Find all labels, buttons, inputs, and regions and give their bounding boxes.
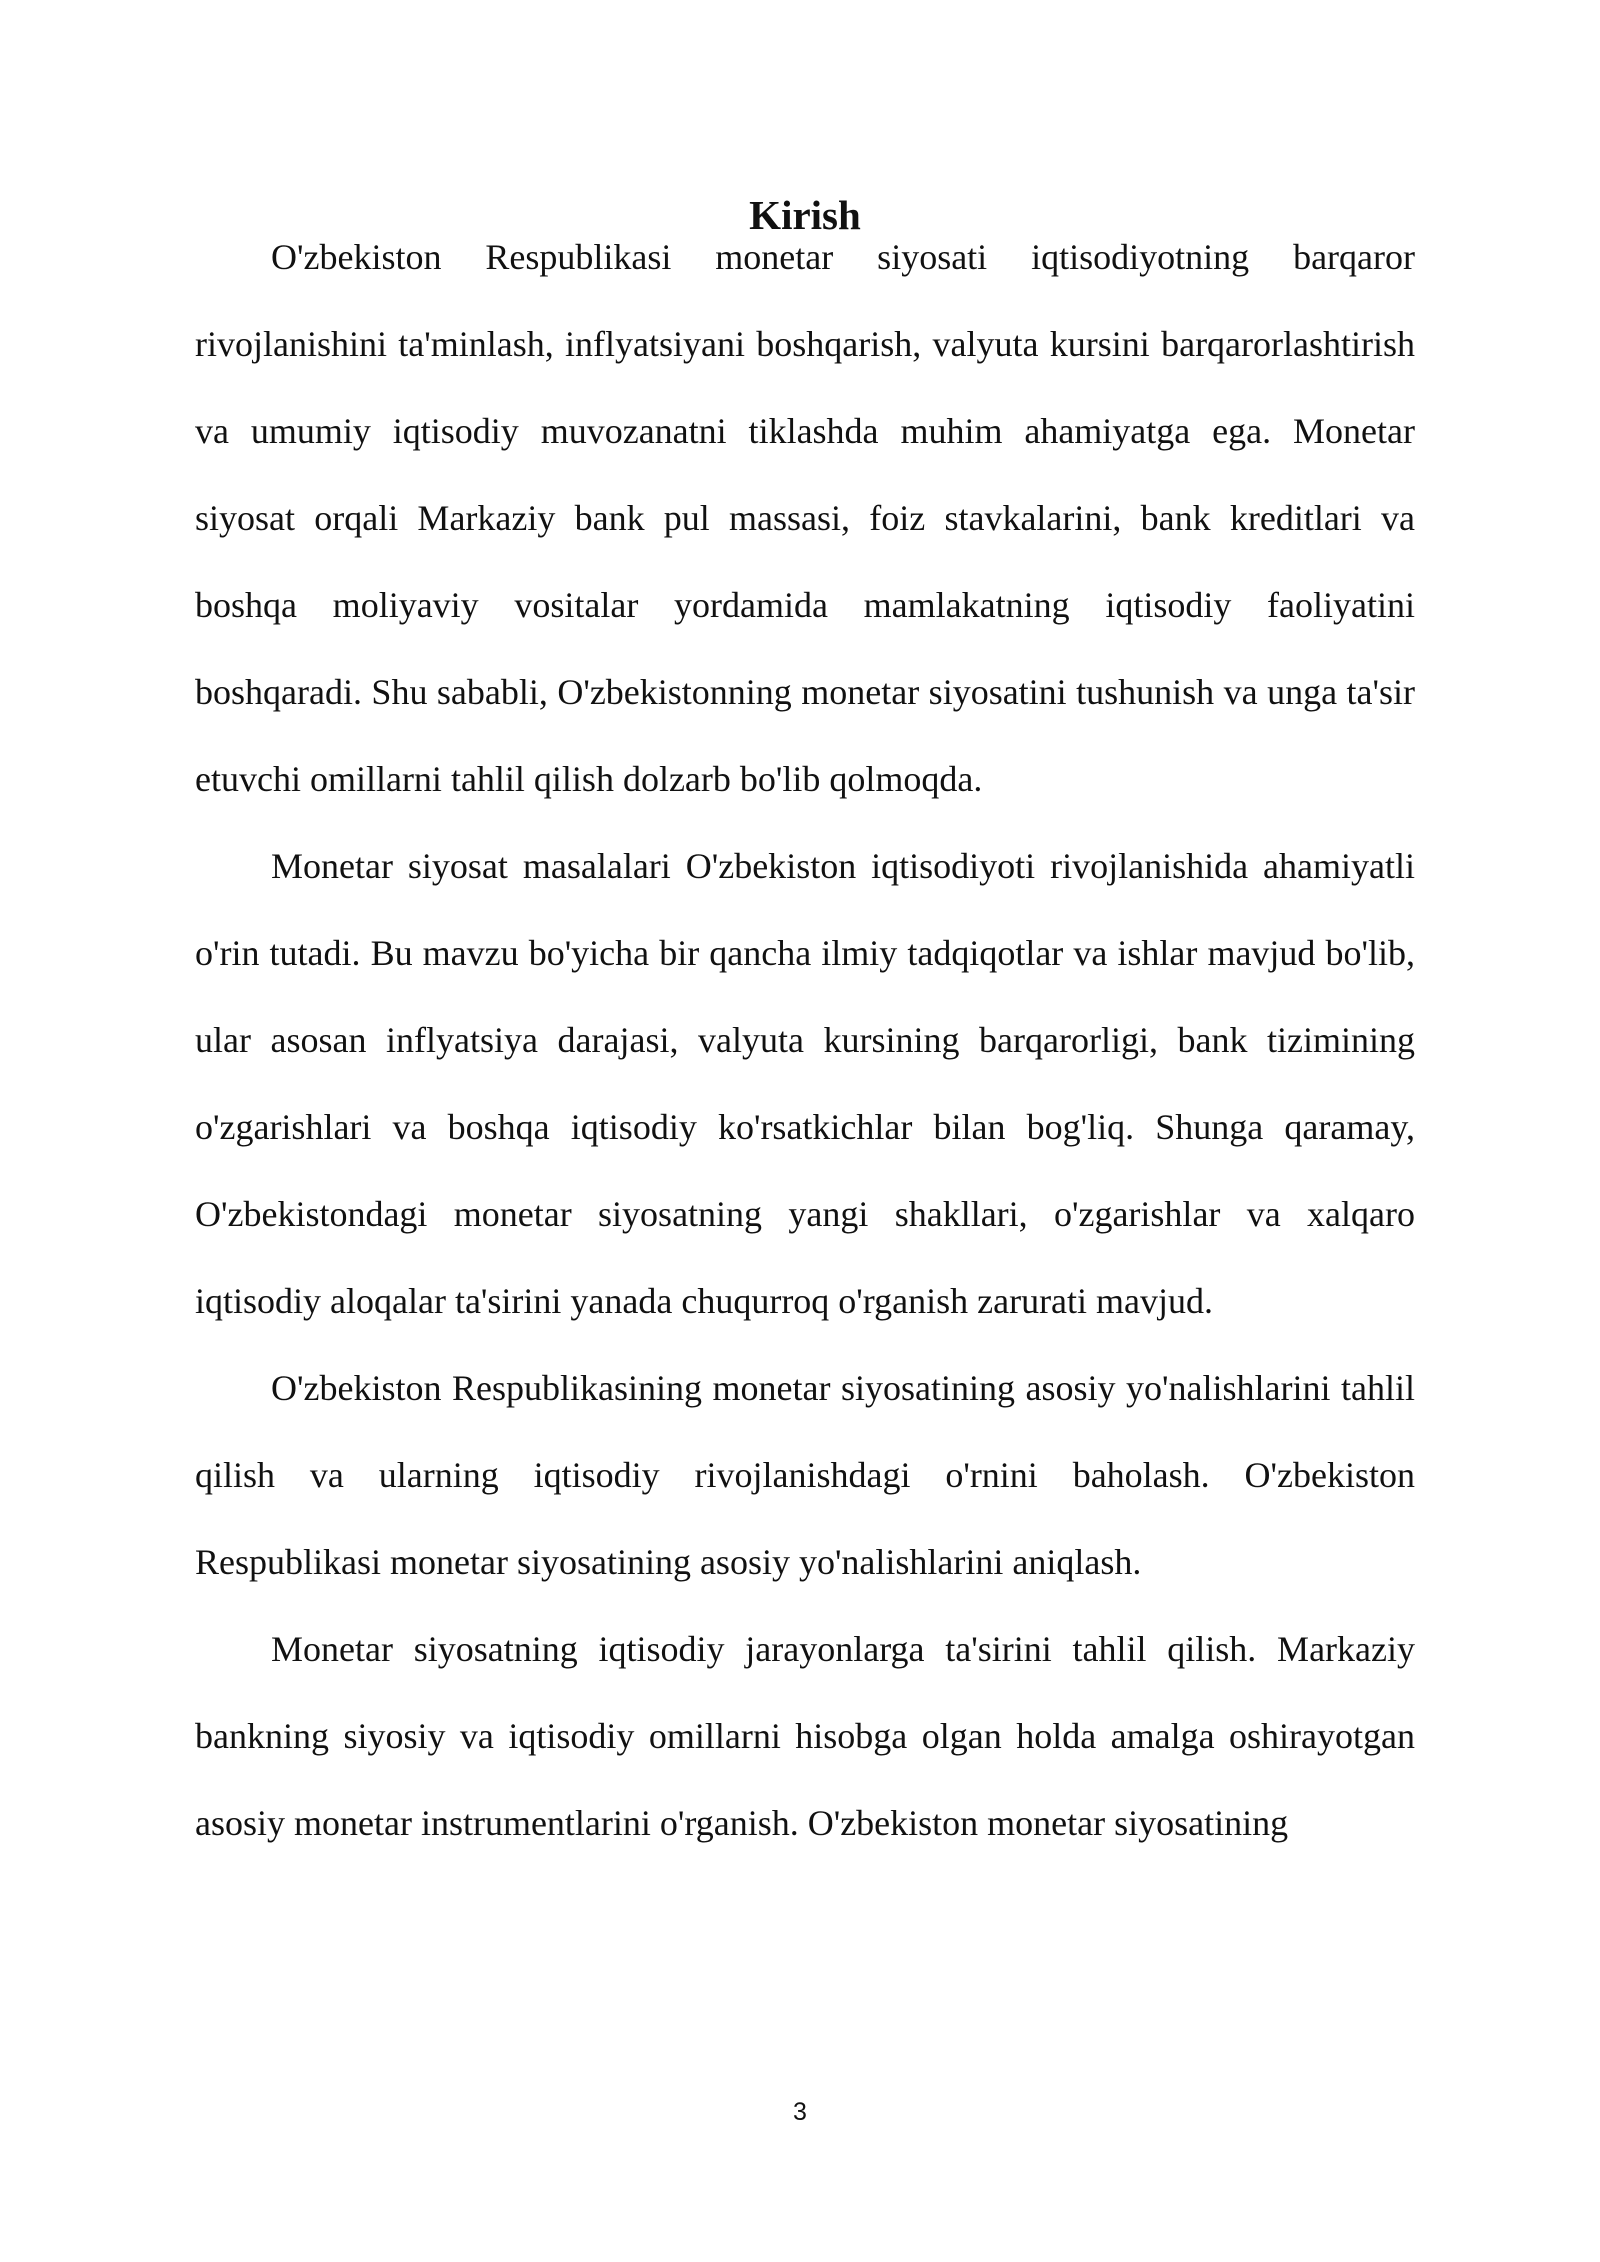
page-content xyxy=(195,190,1415,1867)
paragraph-3: O'zbekiston Respublikasining monetar siyosatining asosiy yo'nalishlarini tahlil qilish va ularning iqtisodiy rivojlanishdagi o'rnini baholash. O'zbekiston Respublikasi monetar siyosatining asosiy yo'nalishlarini aniqlash. xyxy=(195,1368,1415,1582)
page-title: Kirish xyxy=(749,192,861,238)
paragraph-1: O'zbekiston Respublikasi monetar siyosati iqtisodiyotning barqaror rivojlanishini ta'minlash, inflyatsiyani boshqarish, valyuta kursini barqarorlashtirish va umumiy iqtisodiy muvozanatni tiklashda muhim ahamiyatga ega. Monetar siyosat orqali Markaziy bank pul massasi, foiz stavkalarini, bank kreditlari va boshqa moliyaviy vositalar yordamida mamlakatning iqtisodiy faoliyatini boshqaradi. Shu sababli, O'zbekistonning monetar siyosatini tushunish va unga ta'sir etuvchi omillarni tahlil qilish dolzarb bo'lib qolmoqda. xyxy=(195,237,1415,799)
paragraph-4: Monetar siyosatning iqtisodiy jarayonlarga ta'sirini tahlil qilish. Markaziy bankning siyosiy va iqtisodiy omillarni hisobga olgan holda amalga oshirayotgan asosiy monetar instrumentlarini o'rganish. O'zbekiston monetar siyosatining xyxy=(195,1629,1415,1843)
paragraph-2: Monetar siyosat masalalari O'zbekiston iqtisodiyoti rivojlanishida ahamiyatli o'rin tutadi. Bu mavzu bo'yicha bir qancha ilmiy tadqiqotlar va ishlar mavjud bo'lib, ular asosan inflyatsiya darajasi, valyuta kursining barqarorligi, bank tizimining o'zgarishlari va boshqa iqtisodiy ko'rsatkichlar bilan bog'liq. Shunga qaramay, O'zbekistondagi monetar siyosatning yangi shakllari, o'zgarishlar va xalqaro iqtisodiy aloqalar ta'sirini yanada chuqurroq o'rganish zarurati mavjud. xyxy=(195,846,1415,1321)
page-number: 3 xyxy=(793,2098,807,2126)
